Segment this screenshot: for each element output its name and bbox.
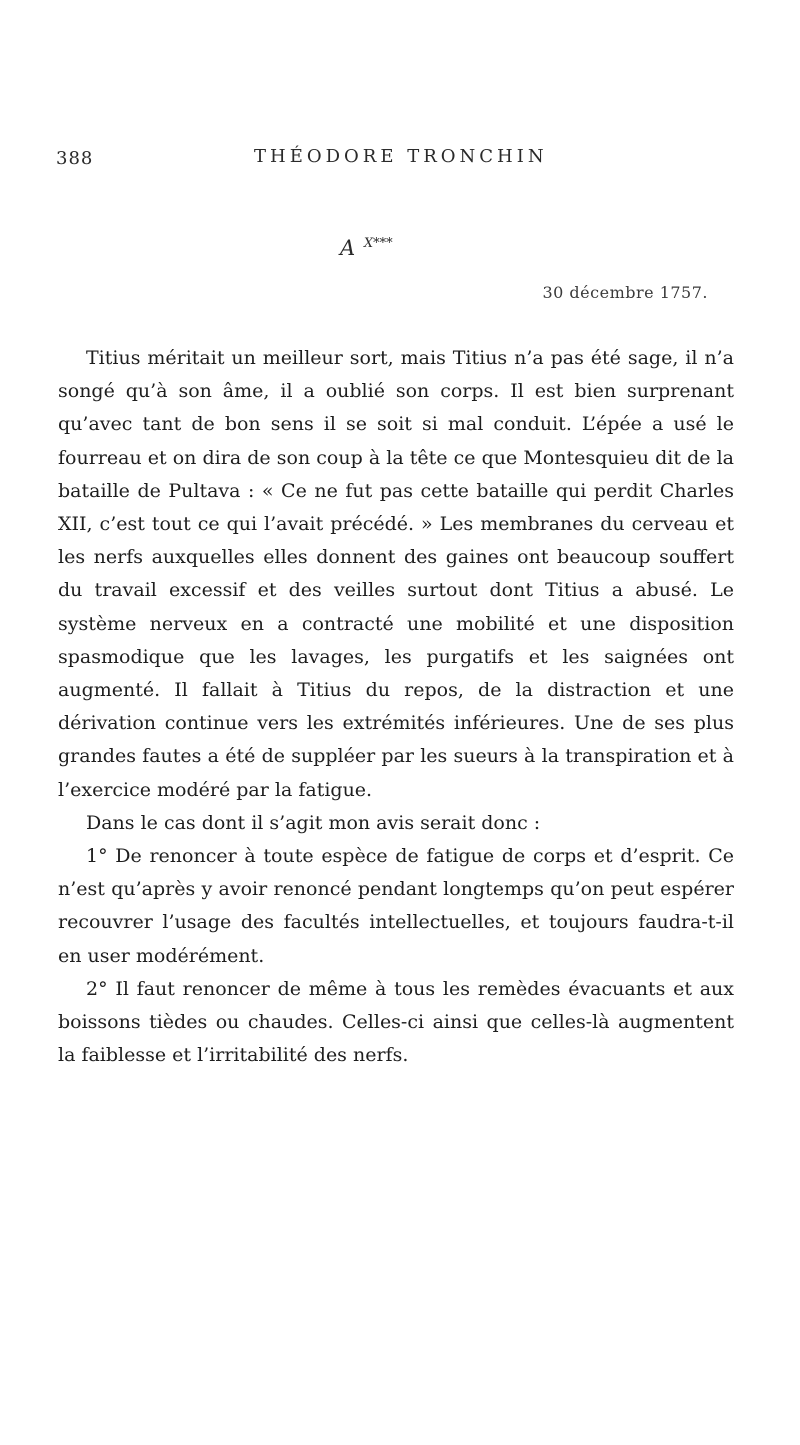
paragraph-titius: Titius méritait un meilleur sort, mais Titius n’a pas été sage, il n’a songé qu’à son âme, il a oublié son corps. Il est bien surprenant qu’avec tant de bon sens il se soit si mal conduit. L’épée a usé le fourreau et on dira de son coup à la tête ce que Montesquieu dit de la bataille de Pultava : « Ce ne fut pas cette bataille qui perdit Charles XII, c’est tout ce qui l’avait précédé. » Les membranes du cerveau et les nerfs auxquelles elles donnent des gaines ont beaucoup souffert du travail excessif et des veilles surtout dont Titius a abusé. Le système nerveux en a contracté une mobilité et une disposition spasmodique que les lavages, les purgatifs et les saignées ont augmenté. Il fallait à Titius du repos, de la distraction et une dérivation continue vers les extrémités inférieures. Une de ses plus grandes fautes a été de suppléer par les sueurs à la transpiration et à l’exercice modéré par la fatigue. [58, 347, 734, 801]
page-number: 388 [56, 148, 94, 169]
letter-heading [340, 236, 393, 260]
letter-salutation: A [340, 236, 356, 260]
letter-recipient: X*** [363, 236, 393, 251]
letter-body [58, 342, 734, 1072]
letter-date: 30 décembre 1757. [542, 283, 708, 302]
running-head: THÉODORE TRONCHIN [254, 146, 548, 167]
paragraph-advice-2: 2° Il faut renoncer de même à tous les remèdes évacuants et aux boissons tièdes ou chaudes. Celles-ci ainsi que celles-là augmentent la faiblesse et l’irritabilité des nerfs. [58, 977, 734, 1067]
paragraph-advice-intro: Dans le cas dont il s’agit mon avis serait donc : [86, 811, 541, 834]
paragraph-advice-1: 1° De renoncer à toute espèce de fatigue de corps et d’esprit. Ce n’est qu’après y avoir renoncé pendant longtemps qu’on peut espérer recouvrer l’usage des facultés intellectuelles, et toujours faudra-t-il en user modérément. [58, 845, 734, 967]
